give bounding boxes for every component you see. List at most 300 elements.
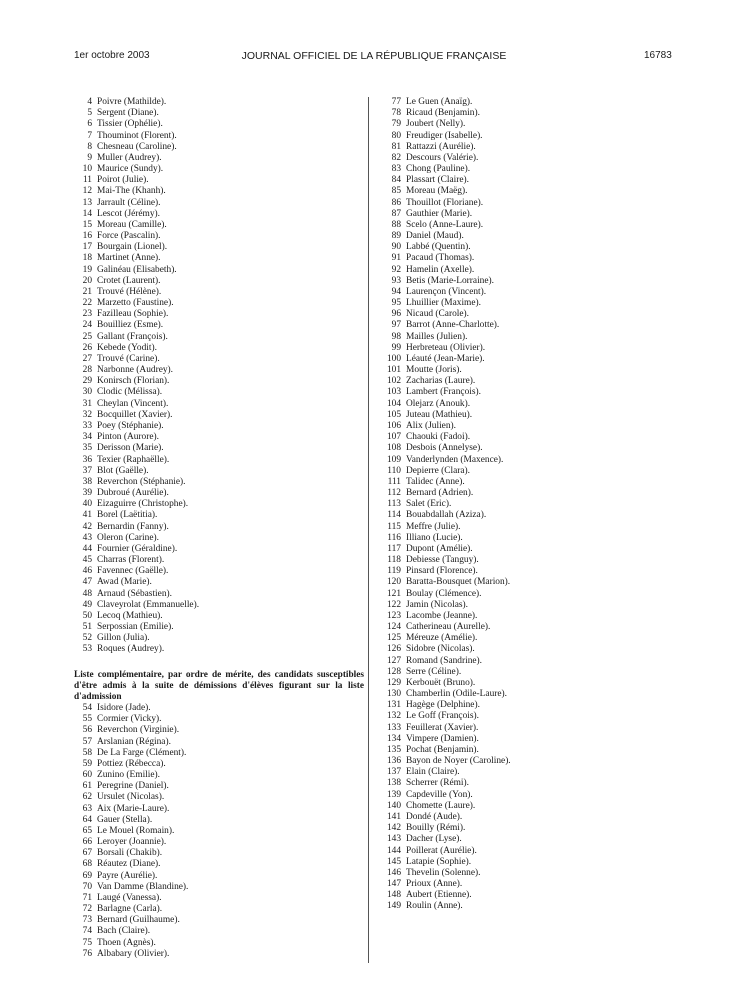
candidate-name: Serpossian (Emilie).: [97, 622, 174, 633]
rank-number: 29: [82, 376, 92, 387]
candidate-name: Arslanian (Régina).: [97, 736, 171, 747]
list-item: [384, 142, 684, 153]
candidate-name: Bocquillet (Xavier).: [97, 409, 173, 420]
rank-number: 30: [82, 387, 92, 398]
list-item: [384, 600, 684, 611]
list-item: [384, 309, 684, 320]
candidate-name: Bouabdallah (Aziza).: [406, 510, 487, 521]
candidate-name: Moreau (Camille).: [97, 219, 167, 230]
header-date: 1er octobre 2003: [74, 50, 150, 61]
candidate-name: Meffre (Julie).: [406, 521, 461, 532]
candidate-name: Eizaguirre (Christophe).: [97, 499, 189, 510]
rank-number: 24: [82, 320, 92, 331]
candidate-name: Poivre (Mathilde).: [97, 97, 167, 107]
list-item: [76, 837, 356, 848]
candidate-name: Lacombe (Jeanne).: [406, 610, 478, 621]
candidate-name: Hamelin (Axelle).: [406, 264, 475, 275]
candidate-name: Latapie (Sophie).: [406, 856, 472, 867]
candidate-name: Lambert (François).: [406, 387, 481, 398]
rank-number: 106: [386, 420, 401, 431]
rank-number: 28: [82, 365, 92, 376]
list-item: [384, 778, 684, 789]
candidate-name: Crotet (Laurent).: [97, 275, 161, 286]
candidate-name: Debiesse (Tanguy).: [406, 555, 479, 566]
candidate-name: Laugé (Vanessa).: [97, 892, 162, 903]
list-item: [384, 700, 684, 711]
rank-number: 91: [391, 253, 401, 264]
rank-number: 143: [386, 834, 401, 845]
candidate-name: Moutte (Joris).: [406, 365, 462, 376]
rank-number: 144: [386, 845, 401, 856]
candidate-name: Herbreteau (Olivier).: [406, 342, 486, 353]
rank-number: 46: [82, 566, 92, 577]
rank-number: 112: [387, 488, 401, 499]
rank-number: 47: [82, 577, 92, 588]
list-item: [384, 365, 684, 376]
candidate-name: Bernard (Adrien).: [406, 488, 474, 499]
list-item: [384, 901, 684, 912]
list-item: [76, 320, 356, 331]
rank-number: 32: [82, 409, 92, 420]
rank-number: 137: [386, 767, 401, 778]
list-item: [384, 745, 684, 756]
rank-number: 128: [386, 666, 401, 677]
candidate-name: Depierre (Clara).: [406, 465, 471, 476]
rank-number: 65: [82, 825, 92, 836]
list-item: [76, 725, 356, 736]
rank-number: 13: [82, 197, 92, 208]
rank-number: 52: [82, 633, 92, 644]
rank-number: 75: [82, 937, 92, 948]
candidate-name: Mailles (Julien).: [406, 331, 468, 342]
candidate-name: Labbé (Quentin).: [406, 242, 471, 253]
rank-number: 92: [391, 264, 401, 275]
rank-number: 66: [82, 837, 92, 848]
list-item: [384, 589, 684, 600]
list-item: [76, 287, 356, 298]
rank-number: 121: [386, 588, 401, 599]
rank-number: 58: [82, 747, 92, 758]
candidate-name: Le Goff (François).: [406, 711, 479, 722]
rank-number: 104: [386, 398, 401, 409]
list-item: [76, 242, 356, 253]
list-item: [384, 432, 684, 443]
candidate-name: Freudiger (Isabelle).: [406, 130, 483, 141]
candidate-name: Gallant (François).: [97, 331, 168, 342]
rank-number: 107: [386, 432, 401, 443]
candidate-name: Vanderlynden (Maxence).: [406, 454, 504, 465]
candidate-name: Sergent (Diane).: [97, 108, 159, 119]
page-number: 16783: [644, 50, 672, 61]
rank-number: 39: [82, 488, 92, 499]
rank-number: 130: [386, 689, 401, 700]
rank-number: 4: [87, 97, 92, 107]
candidate-name: Pacaud (Thomas).: [406, 253, 475, 264]
candidate-name: Dacher (Lyse).: [406, 834, 462, 845]
list-item: [76, 131, 356, 142]
candidate-name: Bach (Claire).: [97, 926, 151, 937]
rank-number: 36: [82, 454, 92, 465]
list-item: [76, 253, 356, 264]
rank-number: 64: [82, 814, 92, 825]
candidate-name: Vimpere (Damien).: [406, 733, 479, 744]
candidate-name: Salet (Eric).: [406, 499, 452, 510]
list-item: [384, 242, 684, 253]
list-right-column: [384, 97, 684, 913]
rank-number: 12: [82, 186, 92, 197]
list-item: [384, 823, 684, 834]
list-item: [384, 119, 684, 130]
rank-number: 38: [82, 476, 92, 487]
rank-number: 22: [82, 298, 92, 309]
rank-number: 93: [391, 275, 401, 286]
list-item: [76, 477, 356, 488]
list-item: [76, 309, 356, 320]
rank-number: 45: [82, 555, 92, 566]
candidate-name: Joubert (Nelly).: [406, 119, 466, 130]
candidate-name: Trouvé (Hélène).: [97, 286, 162, 297]
rank-number: 62: [82, 792, 92, 803]
candidate-name: Kebede (Yodit).: [97, 342, 157, 353]
list-item: [384, 879, 684, 890]
list-item: [384, 499, 684, 510]
list-item: [384, 209, 684, 220]
candidate-name: Muller (Audrey).: [97, 152, 162, 163]
candidate-name: Méreuze (Amélie).: [406, 633, 478, 644]
rank-number: 136: [386, 756, 401, 767]
rank-number: 63: [82, 803, 92, 814]
rank-number: 124: [386, 622, 401, 633]
rank-number: 139: [386, 789, 401, 800]
list-item: [76, 622, 356, 633]
rank-number: 72: [82, 904, 92, 915]
candidate-name: Dubroué (Aurélie).: [97, 488, 169, 499]
list-item: [384, 577, 684, 588]
candidate-name: Marzetto (Faustine).: [97, 298, 174, 309]
candidate-name: Poillerat (Aurélie).: [406, 845, 477, 856]
rank-number: 67: [82, 848, 92, 859]
rank-number: 76: [82, 948, 92, 959]
candidate-name: Cheylan (Vincent).: [97, 398, 169, 409]
list-item: [384, 633, 684, 644]
candidate-name: Jarrault (Céline).: [97, 197, 161, 208]
list-item: [384, 834, 684, 845]
candidate-name: Illiano (Lucie).: [406, 532, 463, 543]
rank-number: 5: [87, 108, 92, 119]
rank-number: 115: [387, 521, 401, 532]
list-item: [76, 555, 356, 566]
list-item: [76, 882, 356, 893]
candidate-name: Barlagne (Carla).: [97, 904, 163, 915]
rank-number: 31: [82, 398, 92, 409]
candidate-name: Leroyer (Joannie).: [97, 837, 167, 848]
rank-number: 44: [82, 543, 92, 554]
list-item: [384, 153, 684, 164]
candidate-name: Desbois (Annelyse).: [406, 443, 483, 454]
list-item: [76, 343, 356, 354]
list-item: [76, 748, 356, 759]
list-item: [384, 790, 684, 801]
list-item: [76, 186, 356, 197]
rank-number: 111: [387, 476, 401, 487]
complementary-list: [76, 703, 356, 960]
candidate-name: Clodic (Mélissa).: [97, 387, 163, 398]
candidate-name: Plassart (Claire).: [406, 175, 470, 186]
candidate-name: Oleron (Carine).: [97, 532, 159, 543]
rank-number: 11: [82, 175, 92, 186]
list-item: [76, 848, 356, 859]
rank-number: 16: [82, 231, 92, 242]
candidate-name: Réautez (Diane).: [97, 859, 161, 870]
list-item: [384, 801, 684, 812]
rank-number: 9: [87, 152, 92, 163]
rank-number: 18: [82, 253, 92, 264]
list-item: [384, 667, 684, 678]
candidate-name: Zacharias (Laure).: [406, 376, 476, 387]
candidate-name: Thouminot (Florent).: [97, 130, 177, 141]
list-item: [76, 611, 356, 622]
rank-number: 149: [386, 901, 401, 912]
list-item: [76, 119, 356, 130]
list-item: [76, 949, 356, 960]
list-item: [76, 859, 356, 870]
rank-number: 60: [82, 770, 92, 781]
candidate-name: Tissier (Ophélie).: [97, 119, 163, 130]
candidate-name: Zunino (Emilie).: [97, 770, 161, 781]
rank-number: 59: [82, 758, 92, 769]
list-item: [384, 644, 684, 655]
candidate-name: Moreau (Maëg).: [406, 186, 468, 197]
candidate-name: Pinsard (Florence).: [406, 566, 478, 577]
candidate-name: Lhuillier (Maxime).: [406, 298, 481, 309]
list-item: [384, 544, 684, 555]
rank-number: 43: [82, 532, 92, 543]
rank-number: 147: [386, 879, 401, 890]
candidate-name: Gauthier (Marie).: [406, 208, 473, 219]
rank-number: 84: [391, 175, 401, 186]
candidate-name: Favennec (Gaëlle).: [97, 566, 169, 577]
candidate-name: Catherineau (Aurelle).: [406, 622, 491, 633]
rank-number: 42: [82, 521, 92, 532]
candidate-name: Pochat (Benjamin).: [406, 744, 479, 755]
rank-number: 116: [387, 532, 401, 543]
list-item: [384, 131, 684, 142]
candidate-name: Dupont (Amélie).: [406, 543, 473, 554]
list-item: [384, 97, 684, 108]
candidate-name: Daniel (Maud).: [406, 231, 464, 242]
list-item: [76, 938, 356, 949]
list-item: [76, 455, 356, 466]
rank-number: 71: [82, 892, 92, 903]
rank-number: 142: [386, 823, 401, 834]
list-item: [76, 510, 356, 521]
list-item: [76, 97, 356, 108]
list-item: [76, 826, 356, 837]
candidate-name: Van Damme (Blandine).: [97, 881, 189, 892]
list-item: [384, 320, 684, 331]
list-item: [76, 915, 356, 926]
rank-number: 37: [82, 465, 92, 476]
candidate-name: Isidore (Jade).: [97, 703, 151, 713]
list-item: [384, 332, 684, 343]
list-item: [76, 533, 356, 544]
candidate-name: Fournier (Géraldine).: [97, 543, 178, 554]
candidate-name: Narbonne (Audrey).: [97, 365, 174, 376]
candidate-name: Le Mouel (Romain).: [97, 825, 175, 836]
candidate-name: Payre (Aurélie).: [97, 870, 158, 881]
candidate-name: Serre (Céline).: [406, 666, 462, 677]
rank-number: 98: [391, 331, 401, 342]
list-item: [384, 510, 684, 521]
candidate-name: Le Guen (Anaïg).: [406, 97, 473, 107]
candidate-name: Cormier (Vicky).: [97, 714, 162, 725]
list-item: [384, 611, 684, 622]
list-item: [384, 175, 684, 186]
list-item: [384, 857, 684, 868]
list-item: [384, 108, 684, 119]
rank-number: 8: [87, 141, 92, 152]
rank-number: 146: [386, 867, 401, 878]
rank-number: 148: [386, 890, 401, 901]
rank-number: 48: [82, 588, 92, 599]
list-item: [384, 399, 684, 410]
list-item: [384, 533, 684, 544]
rank-number: 94: [391, 286, 401, 297]
list-item: [76, 522, 356, 533]
candidate-name: Bernard (Guilhaume).: [97, 915, 180, 926]
list-item: [384, 767, 684, 778]
list-item: [384, 443, 684, 454]
list-item: [384, 287, 684, 298]
rank-number: 114: [387, 510, 401, 521]
candidate-name: Reverchon (Virginie).: [97, 725, 180, 736]
rank-number: 6: [87, 119, 92, 130]
list-item: [76, 175, 356, 186]
rank-number: 122: [386, 599, 401, 610]
rank-number: 68: [82, 859, 92, 870]
list-item: [384, 231, 684, 242]
rank-number: 53: [82, 644, 92, 655]
candidate-name: Poirot (Julie).: [97, 175, 149, 186]
list-item: [384, 265, 684, 276]
rank-number: 10: [82, 164, 92, 175]
list-item: [76, 815, 356, 826]
list-item: [384, 756, 684, 767]
rank-number: 86: [391, 197, 401, 208]
rank-number: 57: [82, 736, 92, 747]
list-item: [76, 265, 356, 276]
rank-number: 88: [391, 219, 401, 230]
candidate-name: Laurençon (Vincent).: [406, 286, 487, 297]
rank-number: 33: [82, 420, 92, 431]
rank-number: 100: [386, 353, 401, 364]
candidate-name: Bouilly (Rémi).: [406, 823, 466, 834]
list-item: [76, 759, 356, 770]
list-item: [76, 644, 356, 655]
list-item: [384, 477, 684, 488]
list-item: [76, 209, 356, 220]
rank-number: 135: [386, 744, 401, 755]
list-item: [76, 714, 356, 725]
list-item: [384, 376, 684, 387]
rank-number: 51: [82, 622, 92, 633]
rank-number: 138: [386, 778, 401, 789]
rank-number: 50: [82, 610, 92, 621]
rank-number: 27: [82, 353, 92, 364]
list-item: [76, 566, 356, 577]
rank-number: 70: [82, 881, 92, 892]
rank-number: 79: [391, 119, 401, 130]
candidate-name: Ricaud (Benjamin).: [406, 108, 480, 119]
candidate-name: Capdeville (Yon).: [406, 789, 473, 800]
candidate-name: Chesneau (Caroline).: [97, 141, 177, 152]
candidate-name: Galinéau (Elisabeth).: [97, 264, 177, 275]
candidate-name: Chong (Pauline).: [406, 164, 471, 175]
list-item: [384, 276, 684, 287]
list-item: [76, 276, 356, 287]
candidate-name: Prioux (Anne).: [406, 879, 463, 890]
list-item: [76, 153, 356, 164]
rank-number: 96: [391, 309, 401, 320]
candidate-name: Borsali (Chakib).: [97, 848, 163, 859]
list-item: [76, 332, 356, 343]
list-item: [384, 466, 684, 477]
candidate-name: Fazilleau (Sophie).: [97, 309, 169, 320]
list-item: [76, 198, 356, 209]
list-item: [384, 354, 684, 365]
candidate-name: Gauer (Stella).: [97, 814, 153, 825]
rank-number: 74: [82, 926, 92, 937]
candidate-name: Dondé (Aude).: [406, 812, 463, 822]
list-item: [76, 108, 356, 119]
candidate-name: Elain (Claire).: [406, 767, 460, 778]
list-item: [384, 198, 684, 209]
candidate-name: Lescot (Jérémy).: [97, 208, 160, 219]
candidate-name: Bernardin (Fanny).: [97, 521, 169, 532]
list-item: [384, 220, 684, 231]
rank-number: 61: [82, 781, 92, 792]
candidate-name: Lecoq (Mathieu).: [97, 610, 163, 621]
list-item: [76, 703, 356, 714]
rank-number: 34: [82, 432, 92, 443]
list-item: [76, 792, 356, 803]
candidate-name: Betis (Marie-Lorraine).: [406, 275, 494, 286]
list-item: [76, 926, 356, 937]
complementary-list-heading: Liste complémentaire, par ordre de mérite, des candidats susceptibles d'être admis à la suite de démissions d'élèves figurant sur la liste d'admission: [74, 670, 364, 703]
candidate-name: Scelo (Anne-Laure).: [406, 219, 484, 230]
list-item: [384, 555, 684, 566]
list-item: [384, 812, 684, 823]
list-item: [76, 354, 356, 365]
candidate-name: Talidec (Anne).: [406, 476, 465, 487]
candidate-name: Arnaud (Sébastien).: [97, 588, 172, 599]
rank-number: 82: [391, 152, 401, 163]
candidate-name: Feuillerat (Xavier).: [406, 722, 479, 733]
rank-number: 129: [386, 677, 401, 688]
candidate-name: Jamin (Nicolas).: [406, 599, 468, 610]
rank-number: 99: [391, 342, 401, 353]
rank-number: 23: [82, 309, 92, 320]
candidate-name: Nicaud (Carole).: [406, 309, 469, 320]
list-item: [384, 734, 684, 745]
candidate-name: Olejarz (Anouk).: [406, 398, 471, 409]
list-item: [76, 770, 356, 781]
admission-list-left: [76, 97, 356, 656]
candidate-name: Roulin (Anne).: [406, 901, 463, 912]
rank-number: 95: [391, 298, 401, 309]
rank-number: 127: [386, 655, 401, 666]
rank-number: 87: [391, 208, 401, 219]
